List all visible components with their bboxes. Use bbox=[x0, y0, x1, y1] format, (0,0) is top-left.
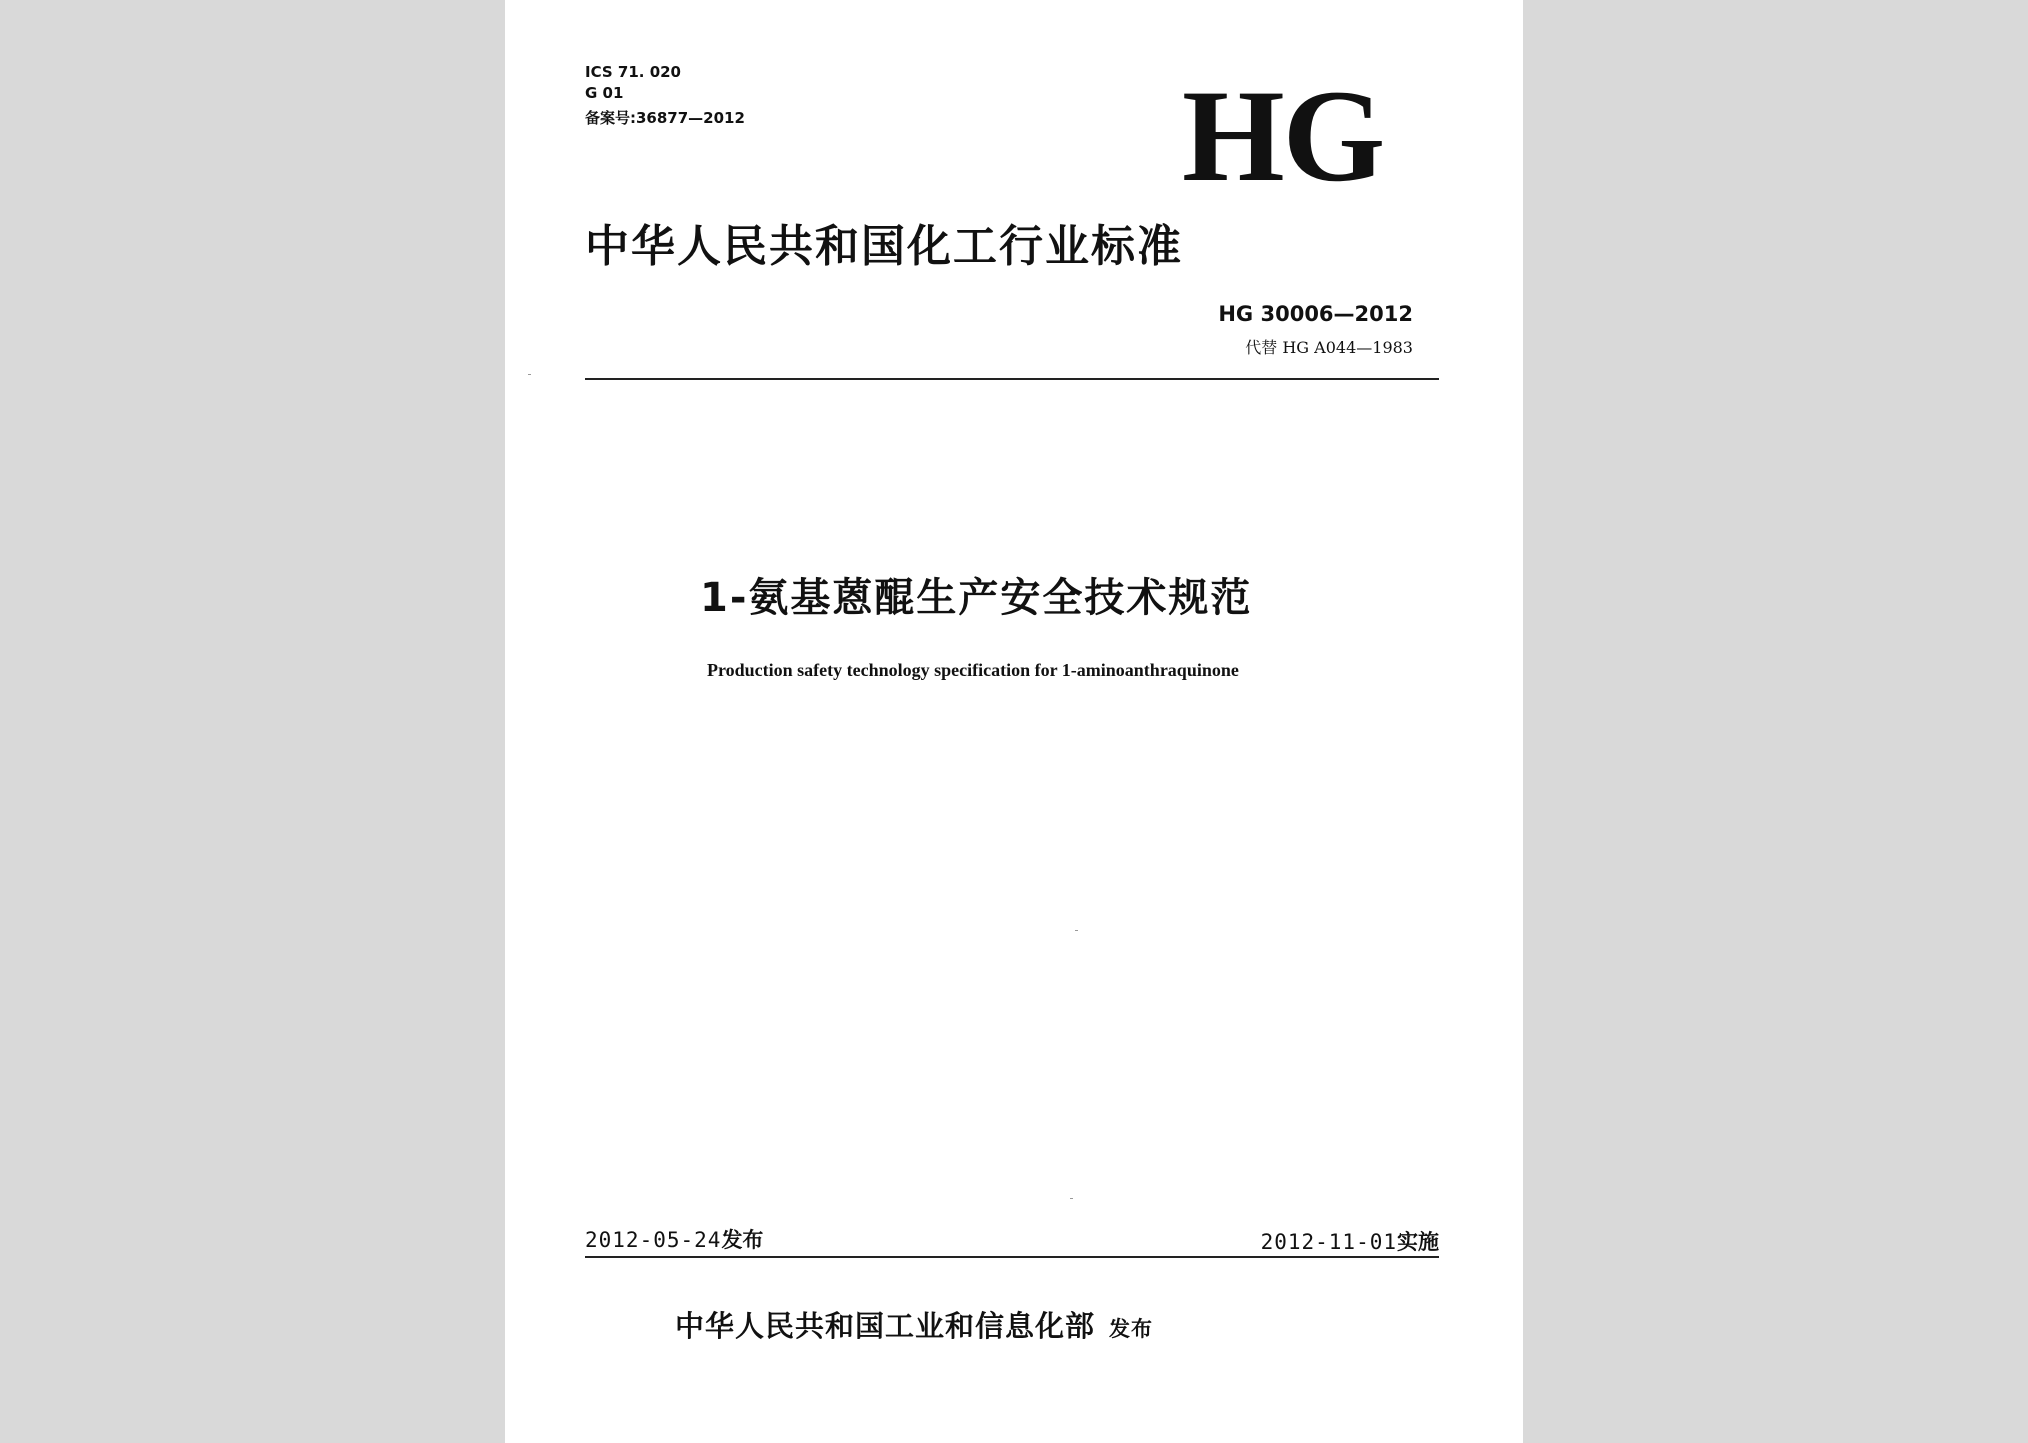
industry-standard-title: 中华人民共和国化工行业标准 bbox=[585, 221, 1183, 272]
ccs-code: G 01 bbox=[585, 84, 624, 102]
document-title-cn: 1-氨基蒽醌生产安全技术规范 bbox=[700, 575, 1253, 621]
issue-date bbox=[585, 1224, 763, 1254]
filing-number: 备案号:36877—2012 bbox=[585, 109, 745, 127]
publisher-name: 中华人民共和国工业和信息化部 bbox=[675, 1309, 1096, 1343]
document-page bbox=[505, 0, 1523, 1443]
issue-label: 发布 bbox=[721, 1228, 764, 1252]
hg-logo: HG bbox=[1182, 62, 1384, 209]
header-divider bbox=[585, 378, 1439, 380]
publisher bbox=[675, 1304, 1153, 1345]
effective-label: 实施 bbox=[1397, 1230, 1439, 1254]
effective-date bbox=[1261, 1226, 1439, 1256]
publisher-action: 发布 bbox=[1109, 1317, 1154, 1341]
footer-divider bbox=[585, 1256, 1439, 1258]
issue-date-value: 2012-05-24 bbox=[585, 1228, 722, 1252]
replaces-standard: 代替 HG A044—1983 bbox=[1245, 338, 1413, 357]
standard-code: HG 30006—2012 bbox=[1218, 302, 1413, 326]
ics-code: ICS 71. 020 bbox=[585, 63, 681, 81]
scan-speck bbox=[1070, 1198, 1073, 1199]
scan-speck bbox=[1075, 930, 1078, 931]
effective-date-value: 2012-11-01 bbox=[1260, 1230, 1397, 1254]
document-title-en: Production safety technology specification for 1-aminoanthraquinone bbox=[707, 660, 1239, 680]
scan-speck bbox=[528, 374, 531, 375]
